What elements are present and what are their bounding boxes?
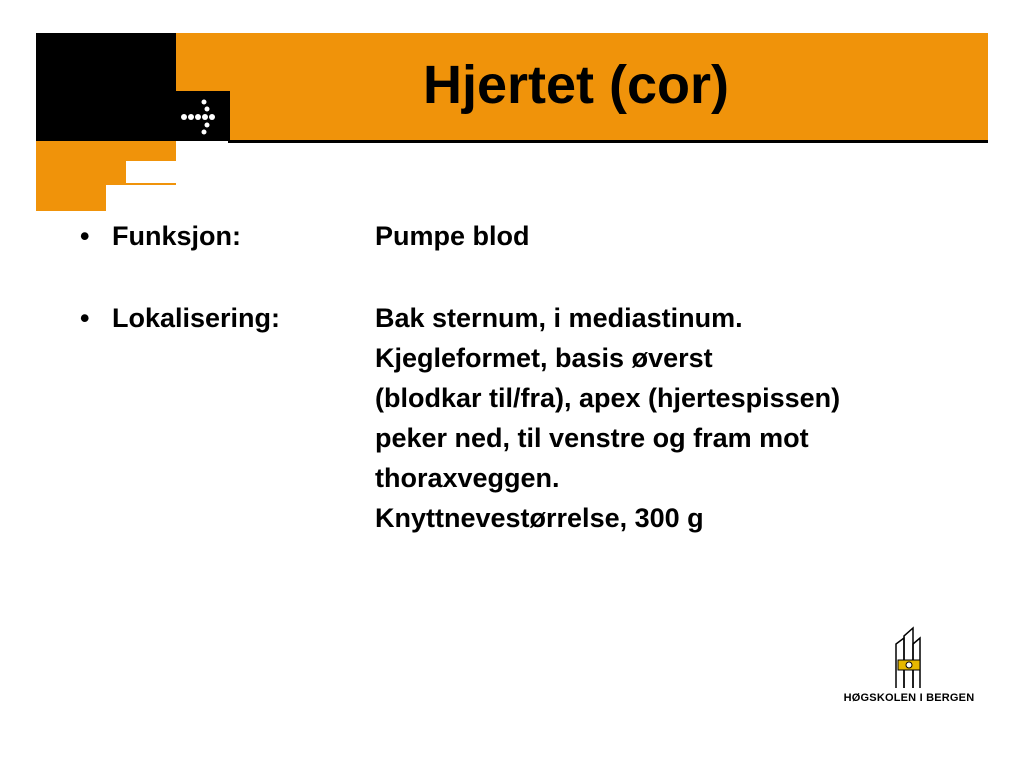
bullet: • xyxy=(80,303,90,333)
school-name: HØGSKOLEN I BERGEN xyxy=(843,692,975,704)
slide-body xyxy=(80,216,980,538)
item-text: Bak sternum, i mediastinum. Kjegleformet, basis øverst (blodkar til/fra), apex (hjertespissen) peker ned, til venstre og fram mot thoraxveggen. Knyttnevestørrelse, 300 g xyxy=(375,303,841,533)
item-label: Funksjon: xyxy=(112,221,241,251)
bullet: • xyxy=(80,221,90,251)
slide-title: Hjertet (cor) xyxy=(422,55,730,115)
arrow-right-icon xyxy=(176,92,228,140)
header-rule xyxy=(228,140,988,143)
list-item xyxy=(80,298,980,538)
item-label: Lokalisering: xyxy=(112,303,281,333)
list-item xyxy=(80,216,980,256)
item-text: Pumpe blod xyxy=(375,221,530,251)
